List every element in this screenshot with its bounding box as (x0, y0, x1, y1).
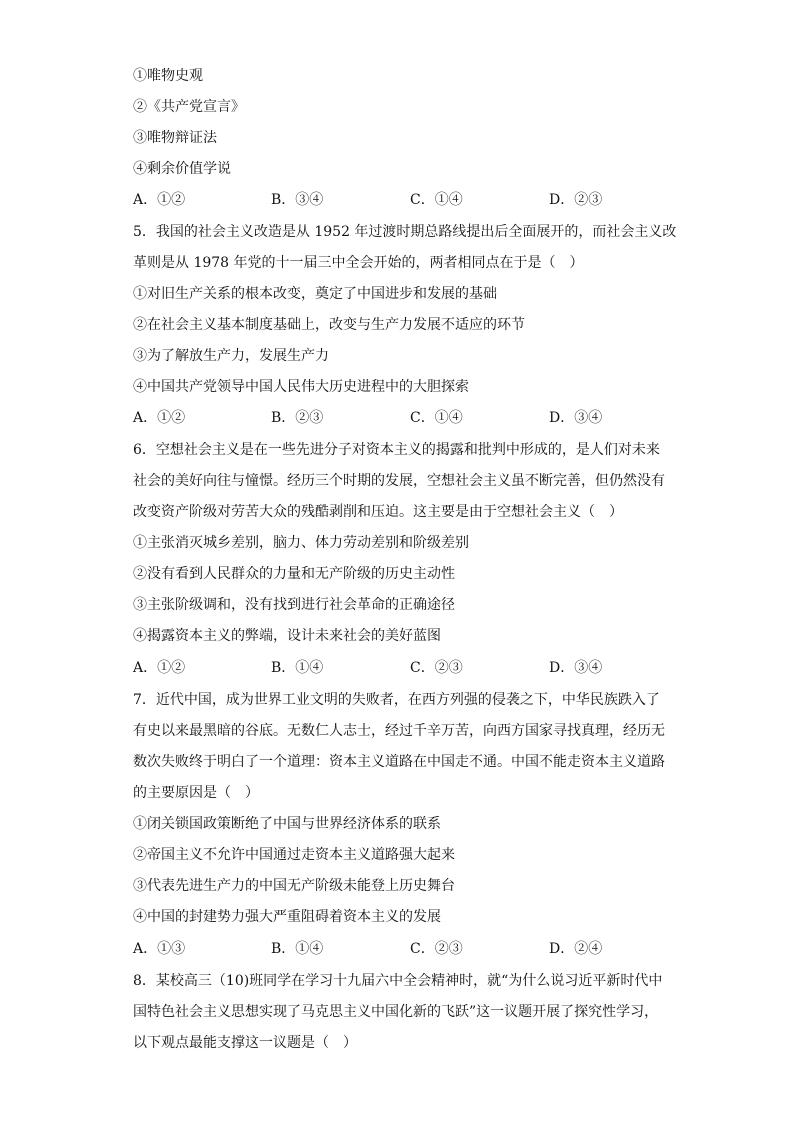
q5-choice-a: A．①② (133, 410, 186, 426)
q6-stem-line-1: 6．空想社会主义是在一些先进分子对资本主义的揭露和批判中形成的，是人们对未来 (133, 442, 660, 458)
q6-item-1: ①主张消灭城乡差别，脑力、体力劳动差别和阶级差别 (133, 535, 469, 551)
q6-choice-b: B．①④ (271, 660, 324, 676)
q4-choice-b: B．③④ (271, 192, 324, 208)
q6-item-2: ②没有看到人民群众的力量和无产阶级的历史主动性 (133, 566, 455, 582)
q7-stem-line-2: 有史以来最黑暗的谷底。无数仁人志士，经过千辛万苦，向西方国家寻找真理，经历无 (133, 723, 665, 739)
q4-choice-d: D．②③ (549, 192, 603, 208)
q4-option-item-3: ③唯物辩证法 (133, 130, 217, 146)
q6-stem-line-2: 社会的美好向往与憧憬。经历三个时期的发展，空想社会主义虽不断完善，但仍然没有 (133, 473, 665, 489)
q7-stem-line-3: 数次失败终于明白了一个道理：资本主义道路在中国走不通。中国不能走资本主义道路 (133, 754, 665, 770)
q5-stem-line-2: 革则是从 1978 年党的十一届三中全会开始的，两者相同点在于是（ ） (133, 255, 584, 271)
q7-stem-line-4: 的主要原因是（ ） (133, 785, 259, 801)
q5-stem-line-1: 5．我国的社会主义改造是从 1952 年过渡时期总路线提出后全面展开的，而社会主义改 (133, 224, 677, 240)
q6-choice-d: D．③④ (549, 660, 603, 676)
q6-stem-line-3: 改变资产阶级对劳苦大众的残酷剥削和压迫。这主要是由于空想社会主义（ ） (133, 504, 623, 520)
q7-choice-b: B．①④ (271, 941, 324, 957)
q7-choice-a: A．①③ (133, 941, 186, 957)
q5-item-1: ①对旧生产关系的根本改变，奠定了中国进步和发展的基础 (133, 286, 497, 302)
q8-stem-line-3: 以下观点最能支撑这一议题是（ ） (133, 1035, 357, 1051)
q5-choice-d: D．③④ (549, 410, 603, 426)
q7-item-1: ①闭关锁国政策断绝了中国与世界经济体系的联系 (133, 816, 441, 832)
q7-item-3: ③代表先进生产力的中国无产阶级未能登上历史舞台 (133, 878, 455, 894)
q6-choice-a: A．①② (133, 660, 186, 676)
q4-option-item-2: ②《共产党宣言》 (133, 99, 245, 115)
q4-choices (133, 190, 673, 210)
q5-item-3: ③为了解放生产力，发展生产力 (133, 348, 329, 364)
q5-choice-b: B．②③ (271, 410, 324, 426)
q6-item-4: ④揭露资本主义的弊端，设计未来社会的美好蓝图 (133, 628, 441, 644)
q6-choice-c: C．②③ (410, 660, 463, 676)
q8-stem-line-1: 8．某校高三（10)班同学在学习十九届六中全会精神时，就“为什么说习近平新时代中 (133, 973, 663, 989)
q7-choice-c: C．②③ (410, 941, 463, 957)
q7-choices (133, 939, 673, 959)
q7-stem-line-1: 7．近代中国，成为世界工业文明的失败者，在西方列强的侵袭之下，中华民族跌入了 (133, 692, 660, 708)
q6-choices (133, 658, 673, 678)
q7-item-4: ④中国的封建势力强大严重阻碍着资本主义的发展 (133, 909, 441, 925)
q5-choices (133, 408, 673, 428)
q5-item-4: ④中国共产党领导中国人民伟大历史进程中的大胆探索 (133, 379, 469, 395)
q7-choice-d: D．②④ (549, 941, 603, 957)
q4-option-item-1: ①唯物史观 (133, 68, 203, 84)
q4-choice-c: C．①④ (410, 192, 463, 208)
q8-stem-line-2: 国特色社会主义思想实现了马克思主义中国化新的飞跃”这一议题开展了探究性学习， (133, 1004, 659, 1020)
q5-choice-c: C．①④ (410, 410, 463, 426)
q7-item-2: ②帝国主义不允许中国通过走资本主义道路强大起来 (133, 847, 455, 863)
q6-item-3: ③主张阶级调和，没有找到进行社会革命的正确途径 (133, 597, 455, 613)
q5-item-2: ②在社会主义基本制度基础上，改变与生产力发展不适应的环节 (133, 317, 525, 333)
q4-option-item-4: ④剩余价值学说 (133, 161, 231, 177)
q4-choice-a: A．①② (133, 192, 186, 208)
